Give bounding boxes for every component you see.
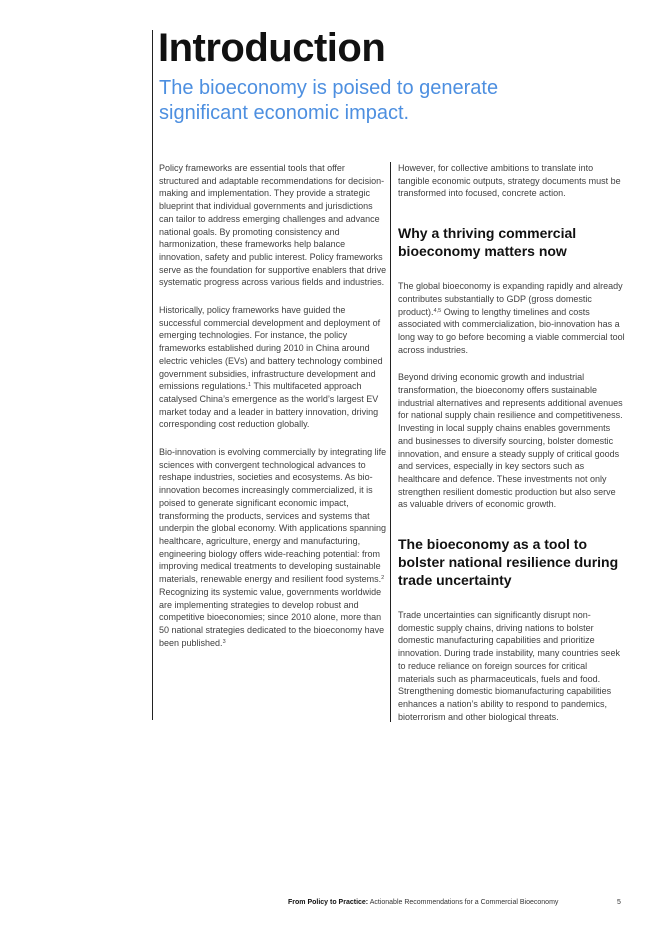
left-column xyxy=(159,162,387,664)
paragraph-text: Owing to lengthy timelines and costs associated with commercialization, bio-innovation has a long way to go before becoming a viable commercial tool across industries. xyxy=(398,306,625,355)
paragraph-collective-ambitions: However, for collective ambitions to translate into tangible economic outputs, strategy documents must be transformed into focused, concrete action. xyxy=(398,163,621,199)
page-subtitle: The bioeconomy is poised to generate significant economic impact. xyxy=(159,77,499,124)
column-divider-rule xyxy=(390,162,391,722)
left-vertical-rule xyxy=(152,30,153,720)
paragraph-text: Bio-innovation is evolving commercially by integrating life sciences with convergent technological advances to reshape industries, societies and ecosystems. As bio-innovation becomes increasingly commercialized, it is poised to generate significant economic impact, transforming the products, services and systems that underpin the global economy. With applications spanning healthcare, agriculture, energy and manufacturing, engineering biology offers wide-reaching potential: from improving medical treatments to developing sustainable materials, renewable energy and resilient food systems. xyxy=(159,447,387,585)
footer-document-title xyxy=(288,898,558,907)
footnote-ref: 4,5 xyxy=(433,307,442,314)
paragraph-text: Recognizing its systemic value, governments worldwide are implementing strategies to develop robust and competitive bioeconomies; since 2010 alone, more than 50 national strategies dedicated to the bioeconomy have been published. xyxy=(159,586,385,648)
footnote-ref: 3 xyxy=(222,638,226,645)
paragraph-text: Historically, policy frameworks have guided the successful commercial development and deployment of emerging technologies. For instance, the policy frameworks established during 2010 in China around electric vehicles (EVs) and battery technology combined government subsidies, infrastructure development and emissions regulations. xyxy=(159,305,383,392)
footnote-ref: 2 xyxy=(381,575,385,582)
page-number: 5 xyxy=(617,899,621,906)
footer-title-bold: From Policy to Practice: xyxy=(288,899,369,906)
paragraph-beyond-growth: Beyond driving economic growth and industrial transformation, the bioeconomy offers sustainable industrial alternatives and represents additional avenues for national supply chain resilience and competitiveness. Investing in local supply chains enables governments and businesses to diversify sourcing, bolster domestic innovation, and ensure a steady supply of critical goods and services, especially in key sectors such as healthcare and defence. These investments not only strengthen resilient domestic production but also serve as valuable drivers of economic growth. xyxy=(398,372,623,510)
paragraph-policy-frameworks: Policy frameworks are essential tools that offer structured and adaptable recommendations for decision-making and implementation. They provide a strategic blueprint that individual governments and jurisdictions can tailor to address emerging challenges and advance national goals. By promoting consistency and harmonization, these frameworks help balance innovation, safety and public interest. Policy frameworks serve as the foundation for supportive enablers that drive systematic progress across various fields and industries. xyxy=(159,163,387,288)
paragraph-historical-frameworks xyxy=(159,304,387,431)
paragraph-bio-innovation xyxy=(159,446,387,649)
footer-title-rest: Actionable Recommendations for a Commercial Bioeconomy xyxy=(368,899,559,906)
page-title: Introduction xyxy=(158,26,386,70)
section-heading-national-resilience: The bioeconomy as a tool to bolster national resilience during trade uncertainty xyxy=(398,536,619,589)
paragraph-global-bioeconomy xyxy=(398,280,626,356)
section-heading-why-bioeconomy: Why a thriving commercial bioeconomy matters now xyxy=(398,225,577,260)
paragraph-text: The global bioeconomy is expanding rapidly and already contributes substantially to GDP (gross domestic product). xyxy=(398,281,623,317)
paragraph-trade-uncertainties: Trade uncertainties can significantly disrupt non-domestic supply chains, driving nations to bolster domestic manufacturing capabilities and prioritize innovation. During trade instability, many countries seek to reduce reliance on foreign sources for critical materials such as pharmaceuticals, fuels and food. Strengthening domestic biomanufacturing capabilities enhances a nation’s ability to respond to pandemics, bioterrorism and other biological threats. xyxy=(398,610,620,722)
paragraph-text: This multifaceted approach catalysed China’s emergence as the world’s largest EV market today and a leader in battery innovation, driving corresponding cost reduction globally. xyxy=(159,381,379,430)
right-column xyxy=(398,162,626,738)
footnote-ref: 1 xyxy=(248,382,252,389)
